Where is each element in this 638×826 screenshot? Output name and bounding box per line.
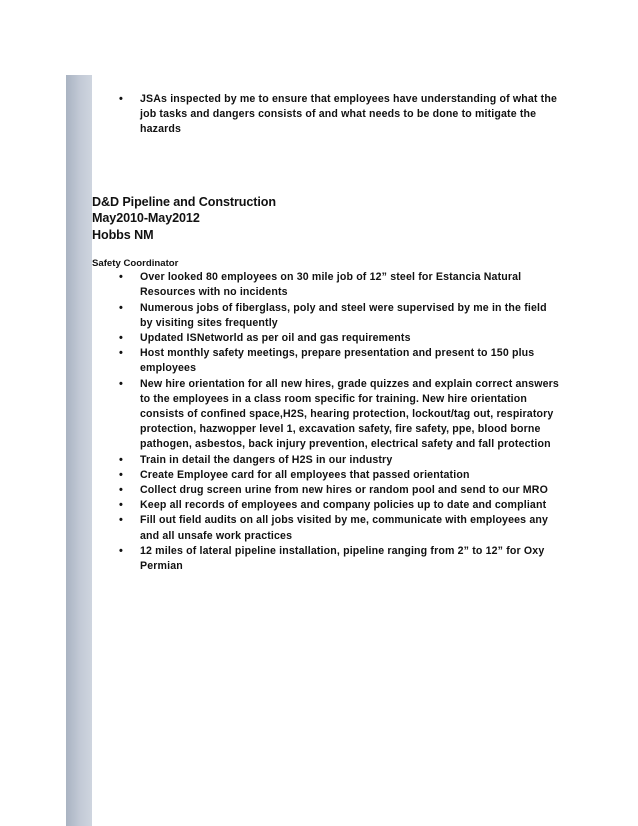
list-item (92, 453, 562, 468)
list-item-text: Keep all records of employees and company policies up to date and compliant (140, 499, 547, 512)
bullet-icon: • (119, 301, 124, 314)
list-item (92, 468, 562, 483)
list-item-text: New hire orientation for all new hires, grade quizzes and explain correct answers to the employees in a class room specific for training. New hire orientation consists of confined space,H2S, hearing protection, lockout/tag out, respiratory protection, hazwopper level 1, excavation safety, fire safety, ppe, blood borne pathogen, asbestos, back injury prevention, electrical safety and fall protection (140, 377, 559, 451)
employment-header (92, 194, 562, 244)
list-item (92, 483, 562, 498)
list-item (92, 346, 562, 376)
list-item-text: JSAs inspected by me to ensure that employees have understanding of what the job tasks and dangers consists of and what needs to be done to mitigate the hazards (140, 93, 557, 136)
job-title: Safety Coordinator (92, 258, 179, 270)
bullet-icon: • (119, 514, 124, 527)
bullet-icon: • (119, 347, 124, 360)
bullet-icon: • (119, 93, 124, 105)
list-item (92, 270, 562, 300)
bullet-icon: • (119, 544, 124, 557)
list-item (92, 513, 562, 543)
list-item (92, 92, 562, 138)
bullet-icon: • (119, 453, 124, 466)
list-item-text: Fill out field audits on all jobs visited by me, communicate with employees any and all unsafe work practices (140, 514, 549, 542)
bullet-icon: • (119, 377, 124, 390)
list-item-text: Create Employee card for all employees that passed orientation (140, 468, 470, 481)
list-item (92, 544, 562, 574)
list-item-text: Updated ISNetworld as per oil and gas requirements (140, 331, 411, 344)
resume-page (92, 92, 562, 574)
job-duties-list (92, 270, 562, 574)
list-item-text: Train in detail the dangers of H2S in our industry (140, 453, 393, 466)
list-item-text: 12 miles of lateral pipeline installation, pipeline ranging from 2” to 12” for Oxy Permian (140, 544, 545, 572)
employment-dates: May2010-May2012 (92, 211, 200, 226)
previous-job-duties-list (92, 92, 562, 138)
list-item (92, 301, 562, 331)
list-item-text: Host monthly safety meetings, prepare presentation and present to 150 plus employees (140, 347, 535, 375)
list-item-text: Numerous jobs of fiberglass, poly and steel were supervised by me in the field by visiting sites frequently (140, 301, 547, 329)
list-item-text: Over looked 80 employees on 30 mile job of 12” steel for Estancia Natural Resources with no incidents (140, 271, 522, 299)
bullet-icon: • (119, 483, 124, 496)
bullet-icon: • (119, 468, 124, 481)
bullet-icon: • (119, 499, 124, 512)
list-item (92, 331, 562, 346)
company-name: D&D Pipeline and Construction (92, 194, 276, 209)
list-item-text: Collect drug screen urine from new hires or random pool and send to our MRO (140, 483, 548, 496)
list-item (92, 498, 562, 513)
bullet-icon: • (119, 331, 124, 344)
list-item (92, 377, 562, 453)
page-side-bar (66, 75, 92, 826)
bullet-icon: • (119, 271, 124, 284)
employment-location: Hobbs NM (92, 227, 154, 242)
